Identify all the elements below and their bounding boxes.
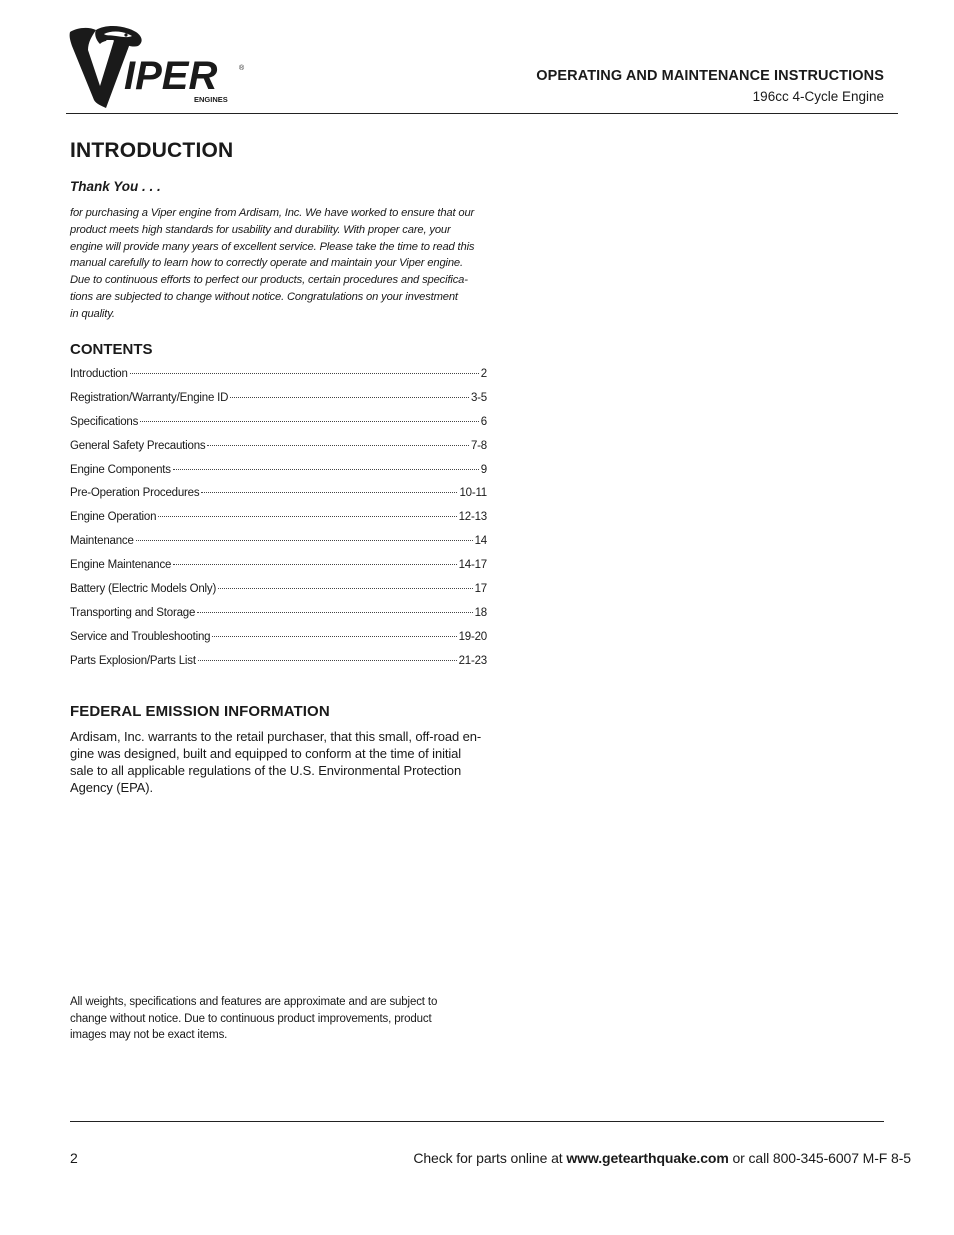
toc-leader-dots (136, 540, 473, 541)
toc-entry-label: Engine Operation (70, 511, 157, 524)
paragraph-line: sale to all applicable regulations of the U.S. Environmental Protection (70, 763, 462, 778)
toc-leader-dots (198, 660, 457, 661)
toc-entry (70, 464, 487, 488)
toc-entry (70, 487, 487, 511)
paragraph-line: product meets high standards for usability and durability. With proper care, your (70, 223, 451, 236)
toc-entry (70, 392, 487, 416)
disclaimer-paragraph (70, 994, 437, 1044)
toc-entry-label: General Safety Precautions (70, 439, 206, 452)
viper-engines-logo (66, 26, 248, 110)
toc-entry (70, 607, 487, 631)
toc-entry-page: 21-23 (458, 654, 487, 667)
paragraph-line: Agency (EPA). (70, 780, 153, 795)
toc-entry-page: 19-20 (458, 630, 487, 643)
header-divider (66, 113, 898, 114)
toc-entry (70, 511, 487, 535)
paragraph-line: Due to continuous efforts to perfect our products, certain procedures and specifica- (70, 274, 468, 287)
federal-emission-paragraph (70, 728, 481, 796)
toc-leader-dots (230, 397, 469, 398)
toc-leader-dots (197, 612, 472, 613)
paragraph-line: change without notice. Due to continuous product improvements, product (70, 1012, 432, 1025)
toc-entry-page: 7-8 (470, 439, 487, 452)
paragraph-line: Ardisam, Inc. warrants to the retail purchaser, that this small, off-road en- (70, 729, 482, 744)
toc-entry (70, 440, 487, 464)
footer-text-after: or call 800-345-6007 M-F 8-5 (728, 1150, 911, 1166)
toc-entry-page: 6 (480, 415, 487, 428)
paragraph-line: engine will provide many years of excellent service. Please take the time to read this (70, 240, 475, 253)
footer-divider (70, 1121, 884, 1122)
paragraph-line: tions are subjected to change without notice. Congratulations on your investment (70, 290, 458, 303)
introduction-heading: INTRODUCTION (70, 139, 234, 162)
registered-mark: ® (239, 65, 245, 72)
parts-website-link[interactable]: www.getearthquake.com (566, 1150, 729, 1166)
introduction-paragraph (70, 205, 495, 323)
toc-entry-page: 10-11 (459, 487, 487, 500)
toc-entry-label: Transporting and Storage (70, 606, 196, 619)
thank-you-subheading: Thank You . . . (70, 179, 161, 194)
toc-leader-dots (140, 421, 479, 422)
toc-entry (70, 535, 487, 559)
paragraph-line: All weights, specifications and features are approximate and are subject to (70, 996, 438, 1008)
toc-entry-page: 9 (480, 463, 487, 476)
document-subtitle: 196cc 4-Cycle Engine (752, 89, 884, 104)
paragraph-line: images may not be exact items. (70, 1029, 228, 1042)
logo-sub-text: ENGINES (194, 95, 228, 104)
toc-entry-page: 14 (474, 535, 487, 548)
toc-entry (70, 631, 487, 655)
toc-entry-page: 3-5 (470, 391, 487, 404)
toc-entry-label: Battery (Electric Models Only) (70, 583, 217, 596)
footer-contact (413, 1150, 911, 1166)
paragraph-line: manual carefully to learn how to correctly operate and maintain your Viper engine. (70, 257, 463, 270)
contents-heading: CONTENTS (70, 341, 153, 358)
toc-entry-label: Specifications (70, 415, 139, 428)
toc-leader-dots (201, 492, 457, 493)
footer-text-before: Check for parts online at (413, 1150, 567, 1166)
toc-entry (70, 583, 487, 607)
toc-entry-page: 18 (474, 606, 487, 619)
toc-leader-dots (130, 373, 479, 374)
toc-entry-label: Introduction (70, 368, 128, 380)
toc-entry (70, 416, 487, 440)
toc-entry-page: 12-13 (458, 511, 487, 524)
toc-leader-dots (173, 469, 479, 470)
toc-leader-dots (158, 516, 456, 517)
toc-entry-page: 14-17 (458, 559, 487, 572)
toc-leader-dots (207, 445, 469, 446)
paragraph-line: for purchasing a Viper engine from Ardisam, Inc. We have worked to ensure that our (70, 207, 475, 219)
toc-leader-dots (173, 564, 456, 565)
toc-entry-label: Pre-Operation Procedures (70, 487, 200, 500)
logo-brand-text: IPER (124, 54, 218, 98)
toc-leader-dots (212, 636, 456, 637)
toc-entry-label: Parts Explosion/Parts List (70, 654, 196, 667)
federal-emission-heading: FEDERAL EMISSION INFORMATION (70, 703, 330, 720)
paragraph-line: in quality. (70, 307, 115, 320)
document-title: OPERATING AND MAINTENANCE INSTRUCTIONS (536, 68, 884, 84)
toc-entry (70, 559, 487, 583)
toc-entry-label: Engine Maintenance (70, 559, 172, 572)
toc-leader-dots (218, 588, 472, 589)
toc-entry-label: Engine Components (70, 463, 171, 476)
page-number: 2 (70, 1150, 78, 1166)
toc-entry (70, 655, 487, 679)
toc-entry-page: 2 (480, 368, 487, 380)
table-of-contents (70, 368, 487, 679)
viper-snake-icon (66, 26, 248, 110)
paragraph-line: gine was designed, built and equipped to conform at the time of initial (70, 746, 462, 761)
toc-entry-label: Service and Troubleshooting (70, 630, 211, 643)
toc-entry-label: Maintenance (70, 535, 134, 548)
toc-entry (70, 368, 487, 392)
toc-entry-label: Registration/Warranty/Engine ID (70, 391, 229, 404)
toc-entry-page: 17 (474, 583, 487, 596)
